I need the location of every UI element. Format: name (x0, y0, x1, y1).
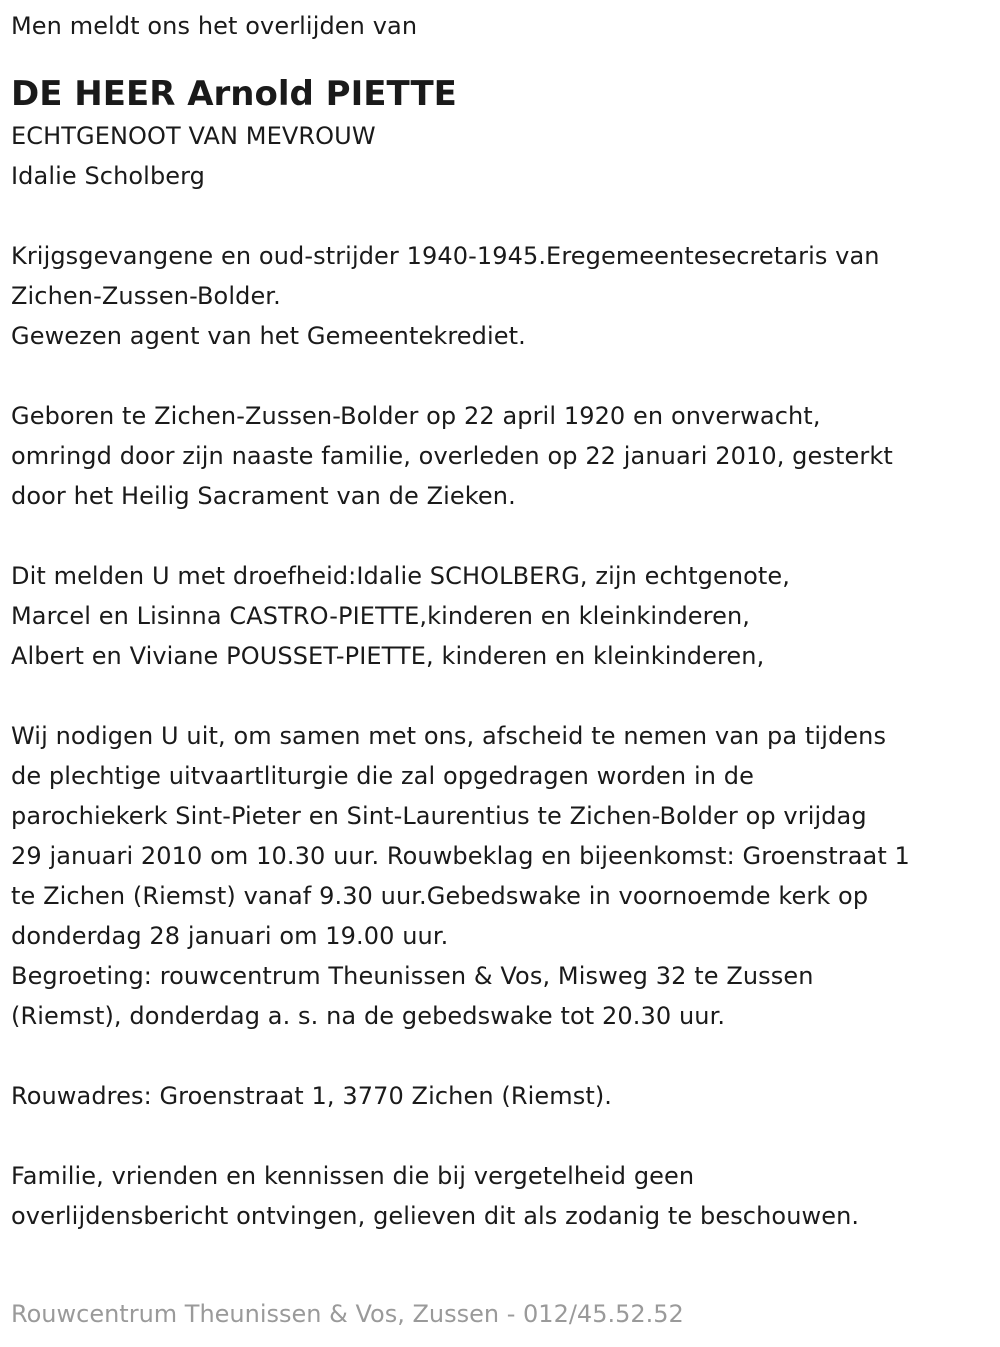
career-paragraph (11, 236, 990, 356)
ceremony-line: de plechtige uitvaartliturgie die zal opgedragen worden in de (11, 762, 754, 790)
family-paragraph (11, 556, 990, 676)
career-line: Gewezen agent van het Gemeentekrediet. (11, 322, 526, 350)
funeral-home-footer: Rouwcentrum Theunissen & Vos, Zussen - 012/45.52.52 (11, 1300, 684, 1328)
section-gap (11, 1116, 990, 1156)
section-gap (11, 676, 990, 716)
ceremony-line: 29 januari 2010 om 10.30 uur. Rouwbeklag en bijeenkomst: Groenstraat 1 (11, 842, 910, 870)
section-gap (11, 516, 990, 556)
notice-line: overlijdensbericht ontvingen, gelieven dit als zodanig te beschouwen. (11, 1202, 860, 1230)
ceremony-line: Wij nodigen U uit, om samen met ons, afscheid te nemen van pa tijdens (11, 722, 887, 750)
ceremony-line: Begroeting: rouwcentrum Theunissen & Vos, Misweg 32 te Zussen (11, 962, 814, 990)
ceremony-line: (Riemst), donderdag a. s. na de gebedswake tot 20.30 uur. (11, 1002, 726, 1030)
career-line: Zichen-Zussen-Bolder. (11, 282, 281, 310)
notice-paragraph (11, 1156, 990, 1236)
notice-line: Familie, vrienden en kennissen die bij vergetelheid geen (11, 1162, 695, 1190)
family-line: Marcel en Lisinna CASTRO-PIETTE,kinderen en kleinkinderen, (11, 602, 751, 630)
mourning-address: Rouwadres: Groenstraat 1, 3770 Zichen (Riemst). (11, 1082, 613, 1110)
section-gap (11, 356, 990, 396)
career-line: Krijgsgevangene en oud-strijder 1940-1945.Eregemeentesecretaris van (11, 242, 880, 270)
section-gap (11, 196, 990, 236)
ceremony-line: donderdag 28 januari om 19.00 uur. (11, 922, 449, 950)
birth-death-line: door het Heilig Sacrament van de Zieken. (11, 482, 516, 510)
section-gap (11, 1036, 990, 1076)
ceremony-paragraph (11, 716, 990, 1036)
intro-text: Men meldt ons het overlijden van (11, 12, 418, 40)
spouse-title: ECHTGENOOT VAN MEVROUW (11, 122, 376, 150)
birth-death-line: Geboren te Zichen-Zussen-Bolder op 22 april 1920 en onverwacht, (11, 402, 821, 430)
birth-death-line: omringd door zijn naaste familie, overleden op 22 januari 2010, gesterkt (11, 442, 893, 470)
family-line: Dit melden U met droefheid:Idalie SCHOLBERG, zijn echtgenote, (11, 562, 791, 590)
ceremony-line: parochiekerk Sint-Pieter en Sint-Laurentius te Zichen-Bolder op vrijdag (11, 802, 867, 830)
ceremony-line: te Zichen (Riemst) vanaf 9.30 uur.Gebedswake in voornoemde kerk op (11, 882, 869, 910)
spouse-name: Idalie Scholberg (11, 162, 206, 190)
deceased-name: DE HEER Arnold PIETTE (11, 74, 457, 114)
family-line: Albert en Viviane POUSSET-PIETTE, kinderen en kleinkinderen, (11, 642, 765, 670)
birth-death-paragraph (11, 396, 990, 516)
